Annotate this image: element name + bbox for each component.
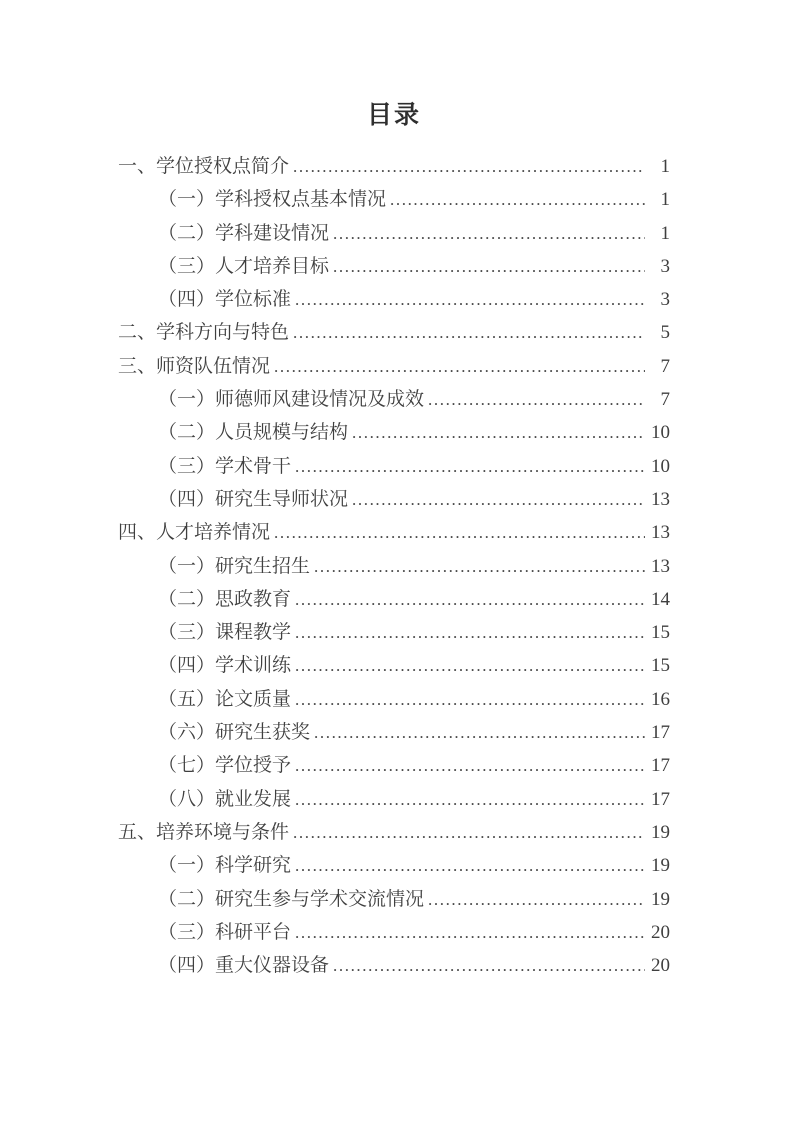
toc-entry[interactable] — [118, 816, 670, 849]
toc-content — [118, 96, 670, 982]
toc-entry-page: 1 — [660, 156, 670, 177]
toc-entry-page: 1 — [660, 222, 670, 244]
toc-entry-page: 15 — [651, 655, 670, 677]
toc-leader-dots — [295, 916, 645, 949]
toc-entry[interactable] — [118, 217, 670, 250]
toc-entry-label: （一）师德师风建设情况及成效 — [158, 389, 425, 411]
toc-entry[interactable] — [118, 583, 670, 616]
toc-entry-page: 17 — [651, 755, 670, 777]
toc-entry-page: 7 — [660, 355, 670, 377]
toc-entry-label: （一）科学研究 — [158, 855, 292, 877]
toc-entry-label: （七）学位授予 — [158, 755, 292, 777]
toc-entry[interactable] — [118, 683, 670, 716]
toc-entry-label: （四）学术训练 — [158, 655, 292, 677]
toc-entry-page: 7 — [660, 389, 670, 411]
toc-entry[interactable] — [118, 316, 670, 349]
toc-entry[interactable] — [118, 383, 670, 416]
toc-entry-label: （三）科研平台 — [158, 921, 292, 943]
toc-leader-dots — [293, 816, 645, 849]
toc-leader-dots — [314, 716, 645, 749]
toc-entry-page: 10 — [651, 455, 670, 477]
toc-leader-dots — [390, 183, 645, 216]
toc-entry-label: （一）学科授权点基本情况 — [158, 189, 387, 211]
toc-leader-dots — [428, 383, 645, 416]
toc-entry-label: （三）学术骨干 — [158, 455, 292, 477]
toc-entry-page: 20 — [651, 921, 670, 943]
toc-leader-dots — [295, 849, 645, 882]
toc-entry-label: （六）研究生获奖 — [158, 722, 311, 744]
toc-entry-label: 一、学位授权点简介 — [118, 156, 290, 177]
toc-list — [118, 150, 670, 982]
toc-entry-label: （三）课程教学 — [158, 622, 292, 644]
toc-leader-dots — [293, 150, 645, 183]
toc-entry[interactable] — [118, 483, 670, 516]
toc-entry[interactable] — [118, 616, 670, 649]
toc-entry-label: （二）人员规模与结构 — [158, 422, 349, 444]
toc-leader-dots — [295, 616, 645, 649]
toc-entry-label: 四、人才培养情况 — [118, 522, 271, 544]
toc-entry[interactable] — [118, 183, 670, 216]
toc-leader-dots — [352, 483, 645, 516]
toc-leader-dots — [295, 583, 645, 616]
toc-entry-page: 10 — [651, 422, 670, 444]
toc-entry-label: （二）研究生参与学术交流情况 — [158, 888, 425, 910]
toc-entry-page: 20 — [651, 955, 670, 977]
toc-entry[interactable] — [118, 883, 670, 916]
toc-entry[interactable] — [118, 350, 670, 383]
toc-entry[interactable] — [118, 716, 670, 749]
toc-entry-page: 17 — [651, 722, 670, 744]
toc-entry[interactable] — [118, 949, 670, 982]
toc-entry[interactable] — [118, 516, 670, 549]
toc-leader-dots — [293, 316, 645, 349]
toc-entry-label: 二、学科方向与特色 — [118, 322, 290, 344]
toc-entry-page: 3 — [660, 255, 670, 277]
toc-entry-label: 五、培养环境与条件 — [118, 821, 290, 843]
toc-leader-dots — [333, 217, 645, 250]
toc-entry[interactable] — [118, 550, 670, 583]
toc-entry-label: （三）人才培养目标 — [158, 255, 330, 277]
toc-entry-label: 三、师资队伍情况 — [118, 355, 271, 377]
toc-entry-page: 14 — [651, 588, 670, 610]
toc-entry[interactable] — [118, 783, 670, 816]
toc-leader-dots — [428, 883, 645, 916]
toc-leader-dots — [274, 350, 645, 383]
toc-entry[interactable] — [118, 250, 670, 283]
toc-entry[interactable] — [118, 649, 670, 682]
toc-leader-dots — [314, 550, 645, 583]
toc-entry-label: （四）学位标准 — [158, 289, 292, 311]
toc-entry-page: 13 — [651, 522, 670, 544]
toc-entry-label: （八）就业发展 — [158, 788, 292, 810]
toc-entry[interactable] — [118, 450, 670, 483]
toc-leader-dots — [295, 649, 645, 682]
toc-entry-label: （二）思政教育 — [158, 588, 292, 610]
toc-leader-dots — [295, 683, 645, 716]
toc-entry[interactable] — [118, 916, 670, 949]
toc-entry-page: 16 — [651, 688, 670, 710]
toc-entry-label: （四）重大仪器设备 — [158, 955, 330, 977]
page-title: 目录 — [366, 102, 421, 129]
toc-entry-label: （二）学科建设情况 — [158, 222, 330, 244]
toc-entry-page: 17 — [651, 788, 670, 810]
toc-entry-page: 3 — [660, 289, 670, 311]
toc-entry[interactable] — [118, 749, 670, 782]
toc-entry[interactable] — [118, 283, 670, 316]
toc-entry-page: 15 — [651, 622, 670, 644]
toc-entry-label: （四）研究生导师状况 — [158, 488, 349, 510]
toc-leader-dots — [333, 949, 645, 982]
toc-entry-page: 19 — [651, 821, 670, 843]
toc-entry-page: 19 — [651, 855, 670, 877]
toc-leader-dots — [295, 450, 645, 483]
toc-entry-page: 1 — [660, 189, 670, 211]
toc-entry-page: 13 — [651, 555, 670, 577]
toc-leader-dots — [333, 250, 645, 283]
toc-entry-label: （五）论文质量 — [158, 688, 292, 710]
toc-entry[interactable] — [118, 849, 670, 882]
toc-entry-page: 5 — [660, 322, 670, 344]
toc-leader-dots — [352, 416, 645, 449]
toc-leader-dots — [295, 783, 645, 816]
toc-entry[interactable] — [118, 150, 670, 183]
toc-leader-dots — [295, 749, 645, 782]
toc-entry[interactable] — [118, 416, 670, 449]
toc-entry-page: 13 — [651, 488, 670, 510]
toc-leader-dots — [274, 516, 645, 549]
toc-entry-page: 19 — [651, 888, 670, 910]
toc-entry-label: （一）研究生招生 — [158, 555, 311, 577]
toc-leader-dots — [295, 283, 645, 316]
